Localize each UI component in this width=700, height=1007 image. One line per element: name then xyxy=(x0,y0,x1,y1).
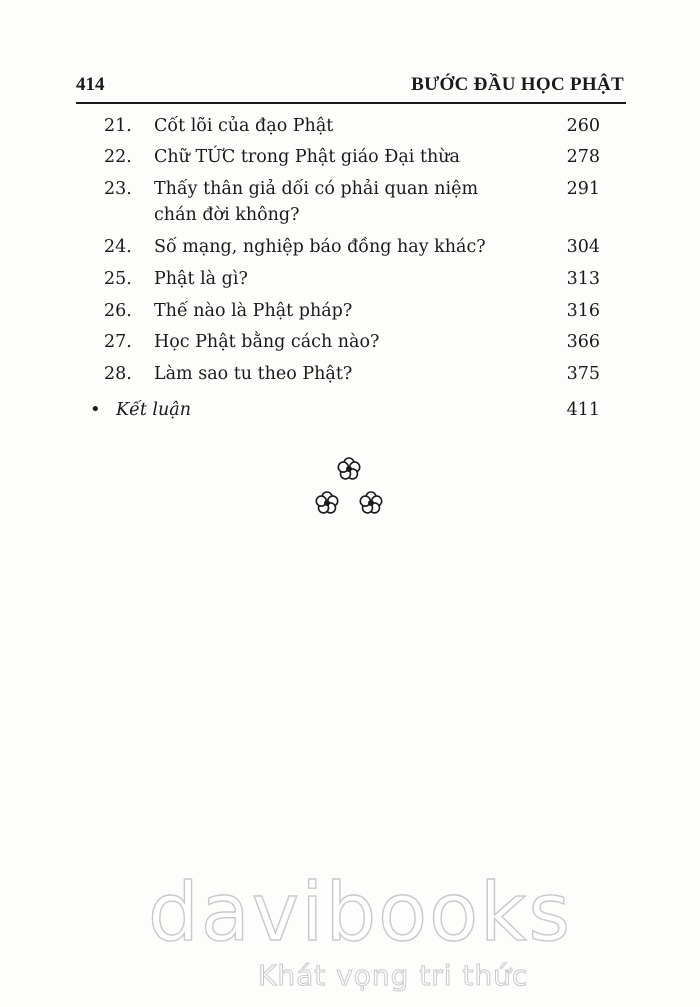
entry-page: 304 xyxy=(566,237,600,257)
entry-page: 291 xyxy=(566,179,600,199)
entry-page: 260 xyxy=(566,116,600,136)
entry-number: 23. xyxy=(104,179,132,199)
page-number: 414 xyxy=(76,74,105,95)
entry-title: Phật là gì? xyxy=(154,269,248,289)
header-rule xyxy=(76,102,626,104)
watermark-tagline: Khát vọng tri thức xyxy=(258,959,529,992)
entry-number: 27. xyxy=(104,332,132,352)
flower-ornament-icon xyxy=(358,490,384,516)
entry-page: 278 xyxy=(566,147,600,167)
entry-number: 25. xyxy=(104,269,132,289)
entry-page: 375 xyxy=(566,364,600,384)
entry-page: 313 xyxy=(566,269,600,289)
entry-title: Chữ TỨC trong Phật giáo Đại thừa xyxy=(154,147,460,167)
flower-ornament-icon xyxy=(314,490,340,516)
entry-number: 22. xyxy=(104,147,132,167)
entry-number: 21. xyxy=(104,116,132,136)
entry-title: Số mạng, nghiệp báo đồng hay khác? xyxy=(154,237,486,257)
entry-page: 316 xyxy=(566,301,600,321)
entry-title: Cốt lõi của đạo Phật xyxy=(154,116,334,136)
entry-title: Làm sao tu theo Phật? xyxy=(154,364,353,384)
entry-page: 366 xyxy=(566,332,600,352)
bullet-icon: • xyxy=(90,399,101,420)
page-header xyxy=(76,74,624,102)
entry-title: Thế nào là Phật pháp? xyxy=(154,301,353,321)
entry-number: 24. xyxy=(104,237,132,257)
entry-page: 411 xyxy=(566,400,600,420)
entry-title: Học Phật bằng cách nào? xyxy=(154,332,380,352)
watermark-brand: davibooks xyxy=(148,866,573,959)
entry-title: Thấy thân giả dối có phải quan niệm chán đời không? xyxy=(154,179,479,225)
entry-title: Kết luận xyxy=(116,400,192,420)
entry-number: 28. xyxy=(104,364,132,384)
book-title: BƯỚC ĐẦU HỌC PHẬT xyxy=(411,74,624,95)
entry-number: 26. xyxy=(104,301,132,321)
flower-ornament-icon xyxy=(336,456,362,482)
